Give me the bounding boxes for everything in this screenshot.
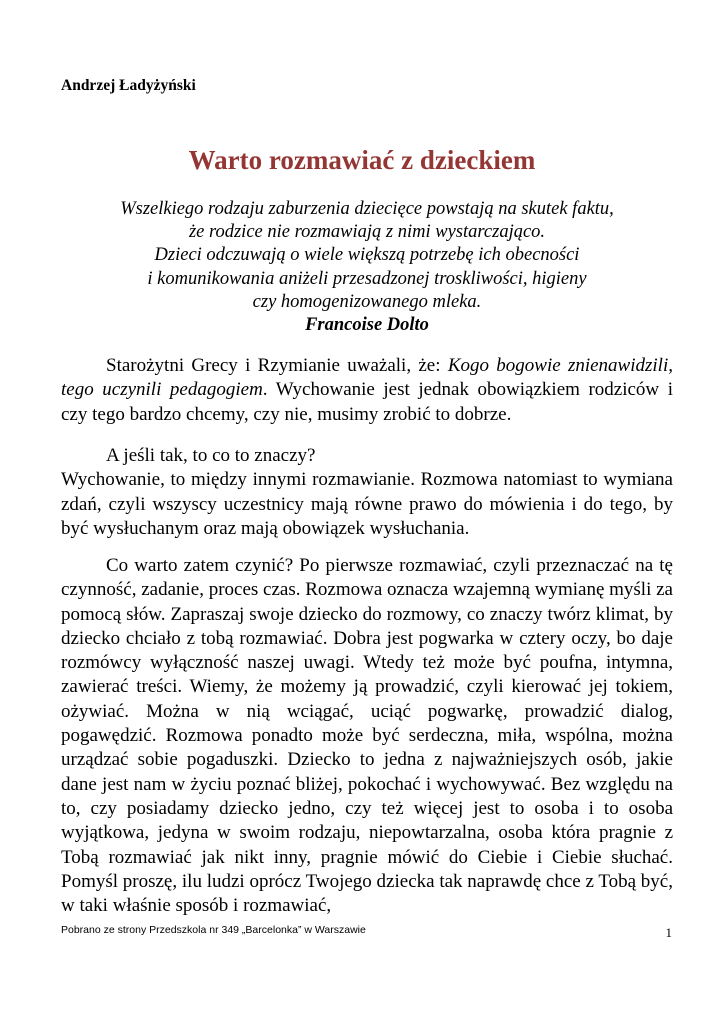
epigraph-line: Dzieci odczuwają o wiele większą potrzebę ich obecności	[154, 245, 580, 266]
epigraph-line: że rodzice nie rozmawiają z nimi wystarczająco.	[188, 222, 546, 243]
paragraph-text: . Wychowanie jest jednak obowiązkiem rodziców i czy tego bardzo chcemy, czy nie, musimy zrobić to dobrze.	[61, 379, 673, 425]
page-title: Warto rozmawiać z dzieckiem	[188, 145, 536, 175]
paragraph-4	[61, 554, 673, 918]
paragraph-text: Co warto zatem czynić? Po pierwsze rozmawiać, czyli przeznaczać na tę czynność, zadanie, proces czas. Rozmowa oznacza wzajemną wymianę myśli za pomocą słów. Zapraszaj swoje dziecko do rozmowy, co znaczy twórz klimat, by dziecko chciało z tobą rozmawiać. Dobra jest pogwarka w cztery oczy, bo daje rozmówcy wyłączność naszej uwagi. Wtedy też może być poufna, intymna, zawierać treści. Wiemy, że możemy ją prowadzić, czyli kierować jej tokiem, ożywiać. Można w nią wciągać, uciąć pogwarkę, prowadzić dialog, pogawędzić. Rozmowa ponadto może być serdeczna, miła, wspólna, można urządzać sobie pogaduszki. Dziecko to jedna z najważniejszych osób, jakie dane jest nam w życiu poznać bliżej, pokochać i wychowywać. Bez względu na to, czy posiadamy dziecko jedno, czy też więcej jest to osoba i to osoba wyjątkowa, jedyna w swoim rodzaju, niepowtarzalna, osoba która pragnie z Tobą rozmawiać jak nikt inny, pragnie mówić do Ciebie i Ciebie słuchać. Pomyśl proszę, ilu ludzi oprócz Twojego dziecka tak naprawdę chce z Tobą być, w taki właśnie sposób i rozmawiać,	[61, 555, 673, 917]
epigraph-attribution: Francoise Dolto	[305, 315, 429, 336]
paragraph-text: Starożytni Grecy i Rzymianie uważali, że:	[106, 355, 448, 376]
page-number: 1	[665, 925, 672, 940]
epigraph-line: czy homogenizowanego mleka.	[252, 291, 482, 312]
epigraph-line: i komunikowania aniżeli przesadzonej troskliwości, higieny	[147, 268, 587, 289]
epigraph-line: Wszelkiego rodzaju zaburzenia dziecięce powstają na skutek faktu,	[120, 199, 614, 219]
author-name: Andrzej Ładyżyński	[61, 77, 196, 94]
paragraph-1	[61, 354, 673, 427]
paragraph-text: A jeśli tak, to co to znaczy?	[106, 445, 316, 466]
footer-source: Pobrano ze strony Przedszkola nr 349 „Barcelonka” w Warszawie	[61, 924, 366, 936]
quotation: Kogo bogowie znienawidzili, tego uczynili pedagogiem	[61, 355, 673, 401]
paragraph-text: Wychowanie, to między innymi rozmawianie. Rozmowa natomiast to wymiana zdań, czyli wszyscy uczestnicy mają równe prawo do mówienia i do tego, by być wysłuchanym oraz mają obowiązek wysłuchania.	[61, 469, 673, 539]
paragraph-2	[61, 444, 673, 541]
epigraph	[61, 198, 673, 337]
